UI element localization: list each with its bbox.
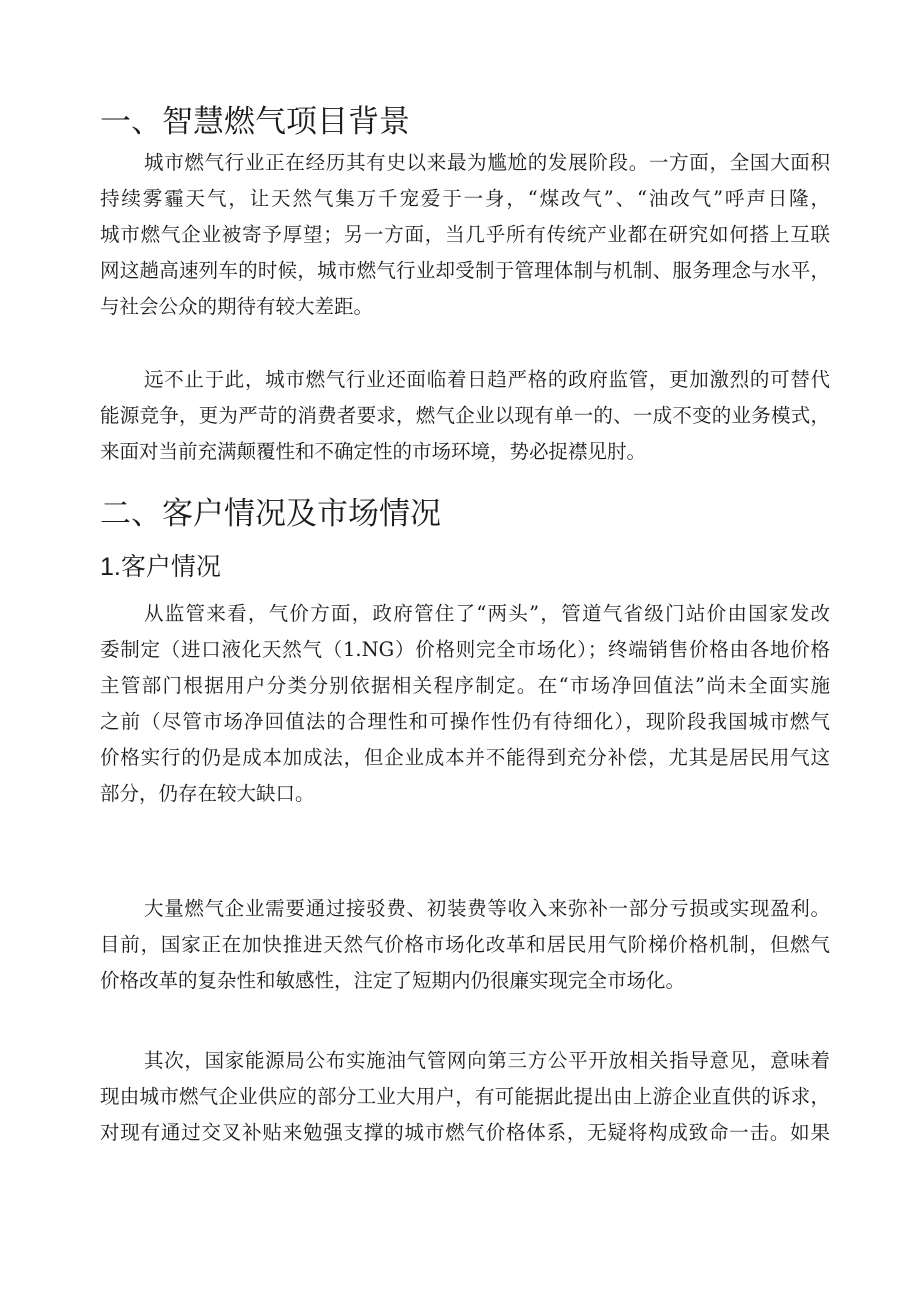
paragraph-line: 现由城市燃气企业供应的部分工业大用户，有可能据此提出由上游企业直供的诉求， — [100, 1085, 830, 1108]
paragraph-line: 价格实行的仍是成本加成法，但企业成本并不能得到充分补偿，尤其是居民用气这 — [100, 746, 830, 769]
subsection-heading: 1.客户情况 — [100, 553, 221, 581]
paragraph-line: 对现有通过交叉补贴来勉强支撑的城市燃气价格体系，无疑将构成致命一击。如果 — [100, 1121, 830, 1144]
paragraph-line: 其次，国家能源局公布实施油气管网向第三方公平开放相关指导意见，意味着 — [144, 1049, 830, 1072]
paragraph-line: 来面对当前充满颠覆性和不确定性的市场环境，势必捉襟见肘。 — [100, 440, 647, 463]
paragraph-line: 从监管来看，气价方面，政府管住了“两头”，管道气省级门站价由国家发改 — [144, 602, 830, 625]
section-1-heading: 一、智慧燃气项目背景 — [100, 104, 410, 140]
subsection-paragraph-2 — [100, 891, 830, 999]
paragraph-line: 部分，仍存在较大缺口。 — [100, 782, 315, 805]
paragraph-line: 目前，国家正在加快推进天然气价格市场化改革和居民用气阶梯价格机制，但燃气 — [100, 933, 830, 956]
paragraph-line: 网这趟高速列车的时候，城市燃气行业却受制于管理体制与机制、服务理念与水平， — [100, 259, 830, 282]
paragraph-line: 远不止于此，城市燃气行业还面临着日趋严格的政府监管，更加激烈的可替代 — [144, 368, 830, 391]
subsection-paragraph-1 — [100, 596, 830, 812]
paragraph-line: 之前（尽管市场净回值法的合理性和可操作性仍有待细化），现阶段我国城市燃气 — [100, 710, 830, 733]
paragraph-line: 价格改革的复杂性和敏感性，注定了短期内仍很廉实现完全市场化。 — [100, 969, 686, 992]
section-1-paragraph-2 — [100, 362, 830, 470]
paragraph-line: 城市燃气企业被寄予厚望；另一方面，当几乎所有传统产业都在研究如何搭上互联 — [100, 223, 830, 246]
paragraph-line: 主管部门根据用户分类分别依据相关程序制定。在“市场净回值法”尚未全面实施 — [100, 674, 830, 697]
paragraph-line: 能源竞争，更为严苛的消费者要求，燃气企业以现有单一的、一成不变的业务模式， — [100, 404, 830, 427]
paragraph-line: 持续雾霾天气，让天然气集万千宠爱于一身，“煤改气”、“油改气”呼声日隆， — [100, 187, 830, 210]
paragraph-line: 城市燃气行业正在经历其有史以来最为尴尬的发展阶段。一方面，全国大面积 — [144, 151, 830, 174]
paragraph-line: 委制定（进口液化天然气（1.NG）价格则完全市场化）；终端销售价格由各地价格 — [100, 638, 830, 661]
subsection-paragraph-3 — [100, 1043, 830, 1151]
section-1-paragraph-1 — [100, 145, 830, 325]
section-2-heading: 二、客户情况及市场情况 — [100, 496, 441, 532]
paragraph-line: 与社会公众的期待有较大差距。 — [100, 295, 374, 318]
paragraph-line: 大量燃气企业需要通过接驳费、初装费等收入来弥补一部分亏损或实现盈利。 — [144, 897, 830, 920]
